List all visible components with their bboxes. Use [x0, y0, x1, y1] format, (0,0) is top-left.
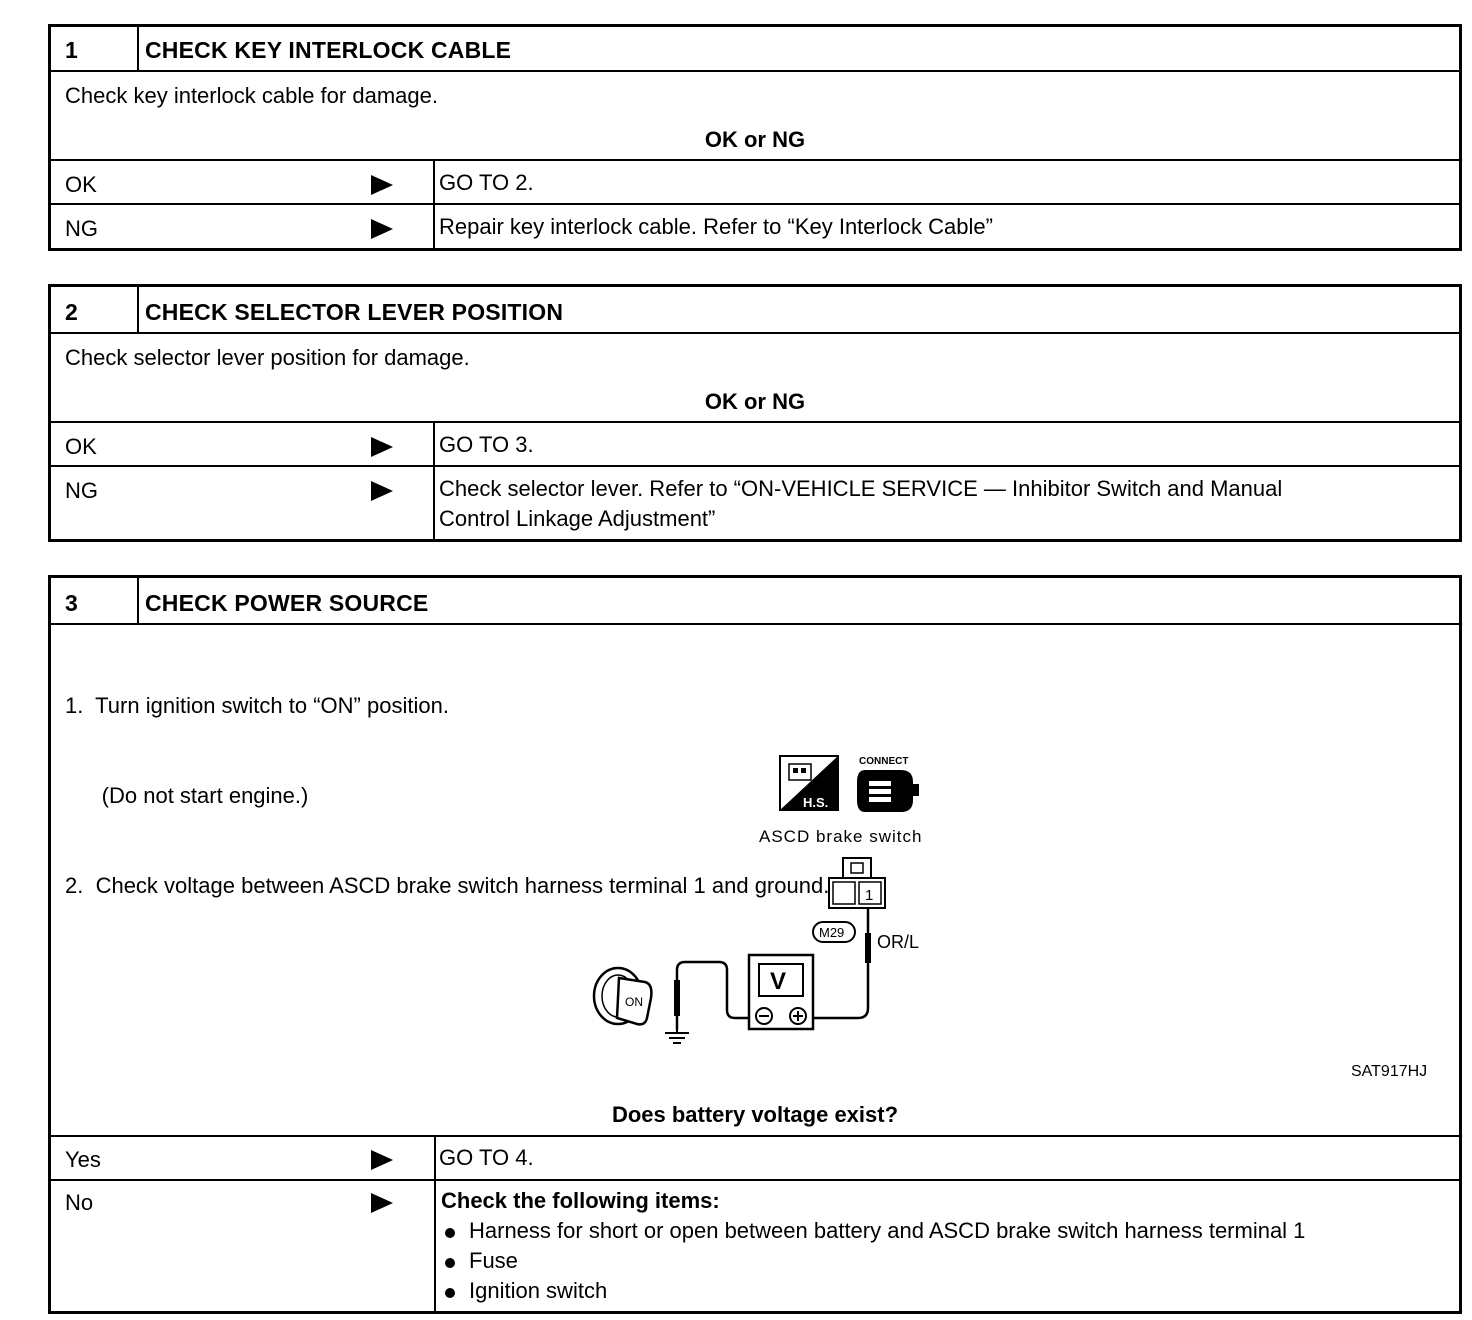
step-number: 1	[65, 37, 78, 63]
result-action-ng: Repair key interlock cable. Refer to “Key Interlock Cable”	[439, 214, 993, 239]
divider	[433, 159, 435, 251]
arrow-icon	[371, 175, 393, 195]
result-label-ok: OK	[65, 434, 97, 459]
harness-side-icon	[780, 756, 838, 810]
divider	[51, 1179, 1459, 1181]
step-number: 3	[65, 590, 78, 616]
result-question: Does battery voltage exist?	[611, 1102, 899, 1127]
step-title: CHECK SELECTOR LEVER POSITION	[145, 299, 564, 325]
divider	[51, 203, 1459, 205]
step-number: 2	[65, 299, 78, 325]
result-action-no	[441, 1186, 1305, 1306]
component-label: ASCD brake switch	[759, 827, 923, 846]
instruction-line: (Do not start engine.)	[65, 783, 309, 808]
ground-icon	[665, 1030, 689, 1043]
step-title: CHECK POWER SOURCE	[145, 590, 429, 616]
step-instruction: Check selector lever position for damage.	[65, 345, 470, 370]
result-action-line: Control Linkage Adjustment”	[439, 506, 716, 531]
ignition-key-icon	[594, 968, 651, 1024]
connector-icon	[829, 858, 885, 908]
terminal-number: 1	[865, 887, 874, 904]
divider	[433, 421, 435, 542]
result-question: OK or NG	[704, 127, 806, 152]
figure-code: SAT917HJ	[1351, 1063, 1428, 1080]
result-label-yes: Yes	[65, 1147, 101, 1172]
connect-label: CONNECT	[859, 756, 909, 767]
instruction-line: 1. Turn ignition switch to “ON” position.	[65, 693, 449, 718]
wire-color-label: OR/L	[877, 932, 920, 952]
result-label-ok: OK	[65, 172, 97, 197]
step-instruction: Check key interlock cable for damage.	[65, 83, 438, 108]
divider	[137, 287, 139, 333]
divider	[51, 1135, 1459, 1137]
list-item: Ignition switch	[441, 1276, 1305, 1306]
hs-label: H.S.	[803, 795, 829, 810]
step-3-table	[48, 575, 1462, 1314]
list-item: Harness for short or open between battery and ASCD brake switch harness terminal 1	[441, 1216, 1305, 1246]
arrow-icon	[371, 481, 393, 501]
result-question: OK or NG	[704, 389, 806, 414]
connector-id: M29	[819, 925, 845, 940]
instruction-line: 2. Check voltage between ASCD brake switch harness terminal 1 and ground.	[65, 873, 830, 898]
result-action-ok: GO TO 2.	[439, 170, 534, 195]
arrow-icon	[371, 437, 393, 457]
divider	[51, 70, 1459, 72]
connector-id-tag	[813, 922, 855, 942]
list-item: Fuse	[441, 1246, 1305, 1276]
result-label-ng: NG	[65, 478, 98, 503]
voltmeter-icon	[749, 955, 813, 1029]
result-action-ng	[439, 474, 1282, 534]
result-action-yes: GO TO 4.	[439, 1145, 534, 1170]
result-label-no: No	[65, 1190, 94, 1215]
divider	[51, 332, 1459, 334]
step-1-table	[48, 24, 1462, 251]
meter-label: V	[770, 968, 787, 995]
divider	[51, 159, 1459, 161]
ignition-label: ON	[625, 995, 643, 1009]
arrow-icon	[371, 1150, 393, 1170]
divider	[434, 1135, 436, 1314]
divider	[137, 27, 139, 71]
result-action-line: Check selector lever. Refer to “ON-VEHICLE SERVICE — Inhibitor Switch and Manual	[439, 476, 1283, 501]
step-title: CHECK KEY INTERLOCK CABLE	[145, 37, 512, 63]
arrow-icon	[371, 219, 393, 239]
step-2-table	[48, 284, 1462, 542]
arrow-icon	[371, 1193, 393, 1213]
result-action-ok: GO TO 3.	[439, 432, 534, 457]
connect-icon	[857, 756, 919, 812]
divider	[51, 421, 1459, 423]
check-items-title: Check the following items:	[441, 1188, 720, 1213]
check-items-list	[441, 1216, 1305, 1306]
divider	[51, 465, 1459, 467]
result-label-ng: NG	[65, 216, 98, 241]
